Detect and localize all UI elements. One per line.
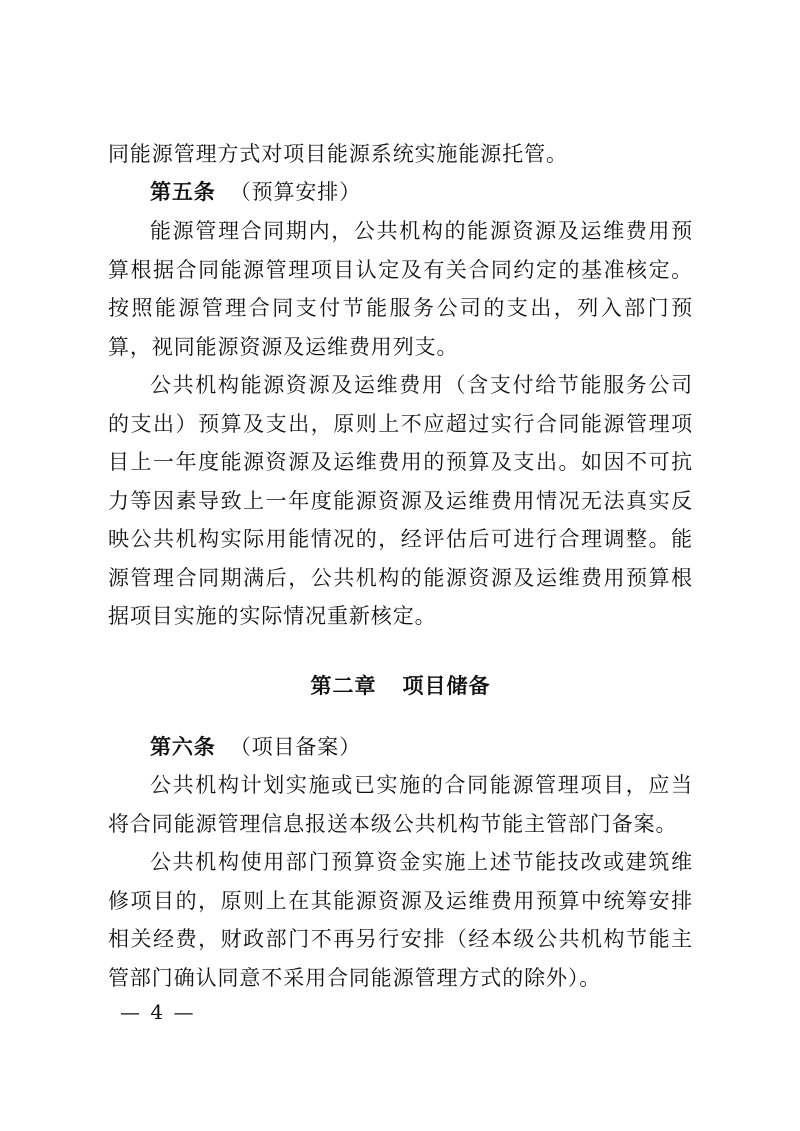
article-6-heading: [150, 728, 361, 767]
chapter-number: 第二章: [310, 674, 377, 698]
paragraph-project-filing: 公共机构计划实施或已实施的合同能源管理项目，应当将合同能源管理信息报送本级公共机构节能主管部门备案。: [108, 773, 693, 836]
paragraph-budget-basis: 能源管理合同期内，公共机构的能源资源及运维费用预算根据合同能源管理项目认定及有关合同约定的基准核定。按照能源管理合同支付节能服务公司的支出，列入部门预算，视同能源资源及运维费用列支。: [108, 219, 693, 359]
paragraph-budget-limit: 公共机构能源资源及运维费用（含支付给节能服务公司的支出）预算及支出，原则上不应超过实行合同能源管理项目上一年度能源资源及运维费用的预算及支出。如因不可抗力等因素导致上一年度能源资源及运维费用情况无法真实反映公共机构实际用能情况的，经评估后可进行合理调整。能源管理合同期满后，公共机构的能源资源及运维费用预算根据项目实施的实际情况重新核定。: [108, 373, 693, 628]
chapter-title: 项目储备: [402, 674, 491, 698]
article-5-heading: [150, 173, 361, 212]
article-5-number: 第五条: [150, 180, 216, 204]
article-6-title: （项目备案）: [229, 735, 362, 759]
article-6-number: 第六条: [150, 735, 216, 759]
paragraph-continuation: 同能源管理方式对项目能源系统实施能源托管。: [108, 142, 568, 166]
paragraph-funding-arrangement: 公共机构使用部门预算资金实施上述节能技改或建筑维修项目的，原则上在其能源资源及运维费用预算中统筹安排相关经费，财政部门不再另行安排（经本级公共机构节能主管部门确认同意不采用合同能源管理方式的除外）。: [108, 850, 693, 990]
chapter-heading: [108, 667, 693, 706]
page-number: — 4 —: [120, 1000, 196, 1024]
article-5-title: （预算安排）: [229, 180, 362, 204]
